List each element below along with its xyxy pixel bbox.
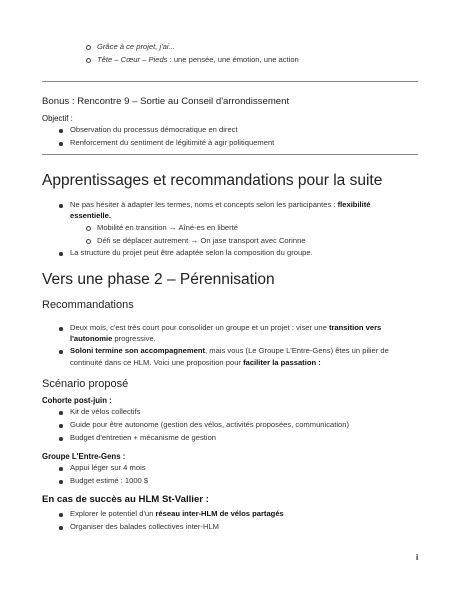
bullet-icon — [59, 411, 63, 415]
list-item-continuation: essentielle. — [70, 211, 111, 220]
list-item-continuation: l'autonomie progressive. — [70, 334, 156, 343]
bullet-icon — [59, 142, 63, 146]
bonus-title: Bonus : Rencontre 9 – Sortie au Conseil d'arrondissement — [42, 96, 290, 107]
groupe-label: Groupe L'Entre-Gens : — [42, 452, 126, 461]
bullet-icon — [59, 437, 63, 441]
bullet-icon — [59, 526, 63, 530]
section-title-phase2: Vers une phase 2 – Pérennisation — [42, 271, 275, 288]
circle-bullet-icon — [86, 239, 91, 244]
objective-label: Objectif : — [42, 114, 73, 123]
subsection-title-succes: En cas de succès au HLM St-Vallier : — [42, 494, 209, 505]
subsection-title-recommandations: Recommandations — [42, 299, 134, 311]
bullet-icon — [59, 480, 63, 484]
divider — [42, 154, 418, 155]
page-number: i — [416, 553, 419, 562]
list-item: Grâce à ce projet, j'ai... — [97, 42, 175, 51]
list-item: Ne pas hésiter à adapter les termes, noms et concepts selon les participantes : flexibilité — [70, 200, 371, 209]
list-item: Tête – Cœur – Pieds : une pensée, une émotion, une action — [97, 55, 299, 64]
arrow-right-icon: → — [190, 236, 199, 245]
subsection-title-scenario: Scénario proposé — [42, 378, 129, 390]
bullet-icon — [59, 204, 63, 208]
list-item: Budget estimé : 1000 $ — [70, 476, 149, 485]
bullet-icon — [59, 467, 63, 471]
bullet-icon — [59, 513, 63, 517]
circle-bullet-icon — [86, 226, 91, 231]
list-item: Appui léger sur 4 mois — [70, 463, 146, 472]
bullet-icon — [59, 252, 63, 256]
circle-bullet-icon — [86, 45, 91, 50]
bullet-icon — [59, 424, 63, 428]
list-item: La structure du projet peut être adaptée selon la composition du groupe. — [70, 248, 313, 257]
bullet-icon — [59, 350, 63, 354]
list-item: Renforcement du sentiment de légitimité à agir politiquement — [70, 138, 275, 147]
list-item: Guide pour être autonome (gestion des vélos, activités proposées, communication) — [70, 420, 350, 429]
list-item: Organiser des balades collectives inter-HLM — [70, 522, 219, 531]
bullet-icon — [59, 327, 63, 331]
list-item-continuation: continuité dans ce HLM. Voici une proposition pour faciliter la passation : — [70, 358, 321, 367]
list-item: Budget d'entretien + mécanisme de gestion — [70, 433, 217, 442]
list-item: Kit de vélos collectifs — [70, 407, 141, 416]
list-item: Soloni termine son accompagnement, mais vous (Le Groupe L'Entre-Gens) êtes un pilier de — [70, 346, 389, 355]
list-item: Deux mois, c'est très court pour consolider un groupe et un projet : viser une transition vers — [70, 323, 382, 332]
divider — [42, 81, 418, 82]
arrow-right-icon: → — [168, 223, 177, 232]
list-item: Observation du processus démocratique en direct — [70, 125, 238, 134]
sub-list-item: Mobilité en transition → Aîné-es en liberté — [97, 223, 239, 232]
cohorte-label: Cohorte post-juin : — [42, 396, 112, 405]
section-title-apprentissages: Apprentissages et recommandations pour la suite — [42, 172, 383, 189]
list-item: Explorer le potentiel d'un réseau inter-HLM de vélos partagés — [70, 509, 284, 518]
bullet-icon — [59, 129, 63, 133]
circle-bullet-icon — [86, 58, 91, 63]
sub-list-item: Défi se déplacer autrement → On jase transport avec Corinne — [97, 236, 306, 245]
